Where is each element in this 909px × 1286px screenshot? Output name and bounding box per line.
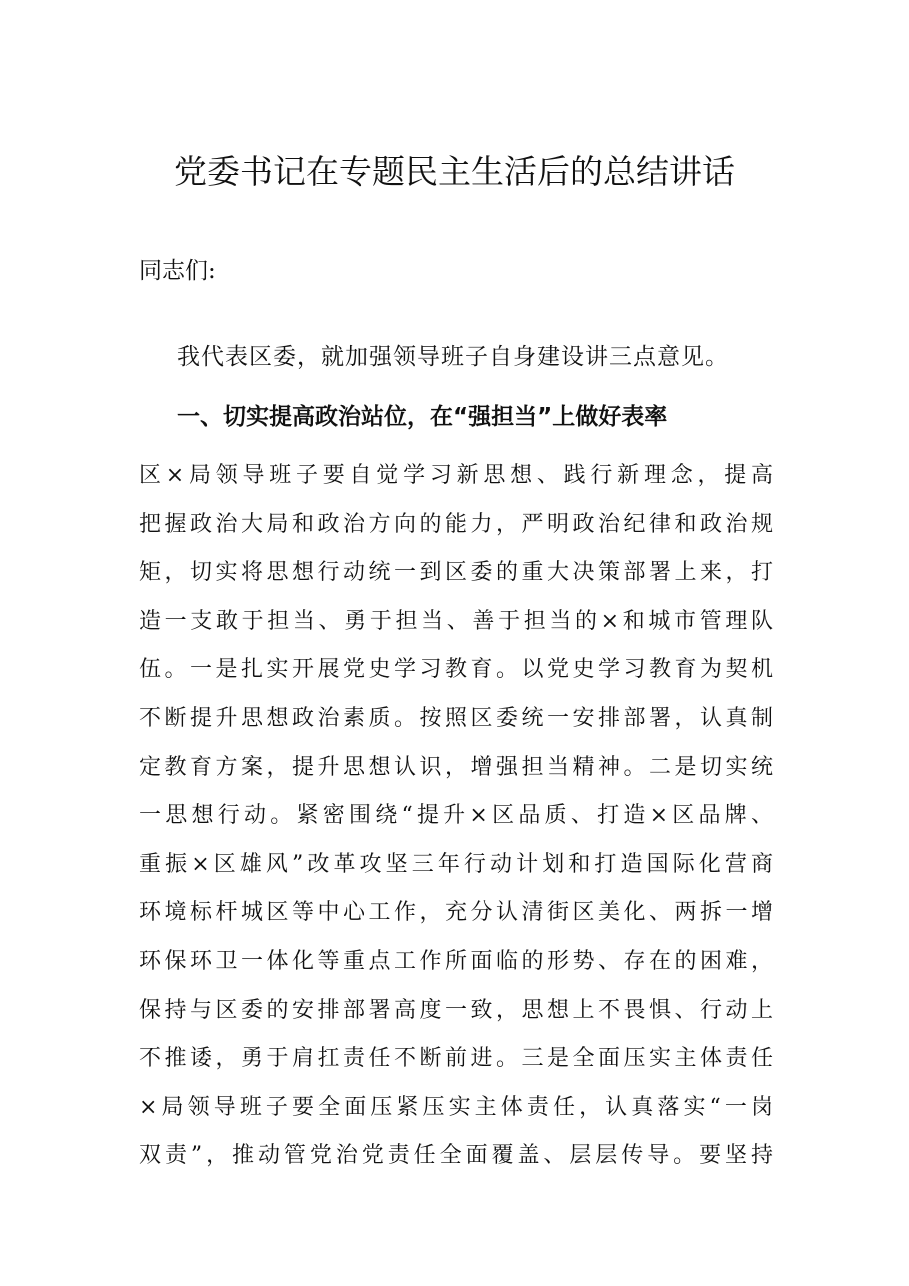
section-heading-1: 一、切实提高政治站位，在“强担当”上做好表率 [177, 404, 668, 430]
paragraph-line: 保持与区委的安排部署高度一致，思想上不畏惧、行动上 [139, 997, 773, 1023]
paragraph-line: 环境标杆城区等中心工作，充分认清街区美化、两拆一增 [139, 900, 773, 926]
paragraph-line: 矩，切实将思想行动统一到区委的重大决策部署上来，打 [139, 560, 773, 586]
document-title: 党委书记在专题民主生活后的总结讲话 [174, 152, 735, 191]
paragraph-line: 环保环卫一体化等重点工作所面临的形势、存在的困难， [139, 948, 773, 974]
paragraph-line: 双责”，推动管党治党责任全面覆盖、层层传导。要坚持 [139, 1143, 773, 1169]
paragraph-line: 不推诿，勇于肩扛责任不断前进。三是全面压实主体责任 [139, 1046, 773, 1072]
paragraph-line: 重振×区雄风”改革攻坚三年行动计划和打造国际化营商 [139, 851, 773, 877]
intro-paragraph: 我代表区委，就加强领导班子自身建设讲三点意见。 [177, 344, 729, 370]
body-paragraph [139, 458, 773, 1187]
paragraph-line: 定教育方案，提升思想认识，增强担当精神。二是切实统 [139, 754, 773, 780]
paragraph-line: 把握政治大局和政治方向的能力，严明政治纪律和政治规 [139, 511, 773, 537]
paragraph-line: ×局领导班子要全面压紧压实主体责任，认真落实“一岗 [139, 1094, 773, 1120]
salutation: 同志们: [139, 258, 216, 284]
paragraph-line: 伍。一是扎实开展党史学习教育。以党史学习教育为契机 [139, 657, 773, 683]
paragraph-line: 造一支敢于担当、勇于担当、善于担当的×和城市管理队 [139, 608, 773, 634]
paragraph-line: 区×局领导班子要自觉学习新思想、践行新理念，提高 [139, 463, 773, 488]
paragraph-line: 一思想行动。紧密围绕“提升×区品质、打造×区品牌、 [139, 803, 773, 829]
paragraph-line: 不断提升思想政治素质。按照区委统一安排部署，认真制 [139, 705, 773, 731]
